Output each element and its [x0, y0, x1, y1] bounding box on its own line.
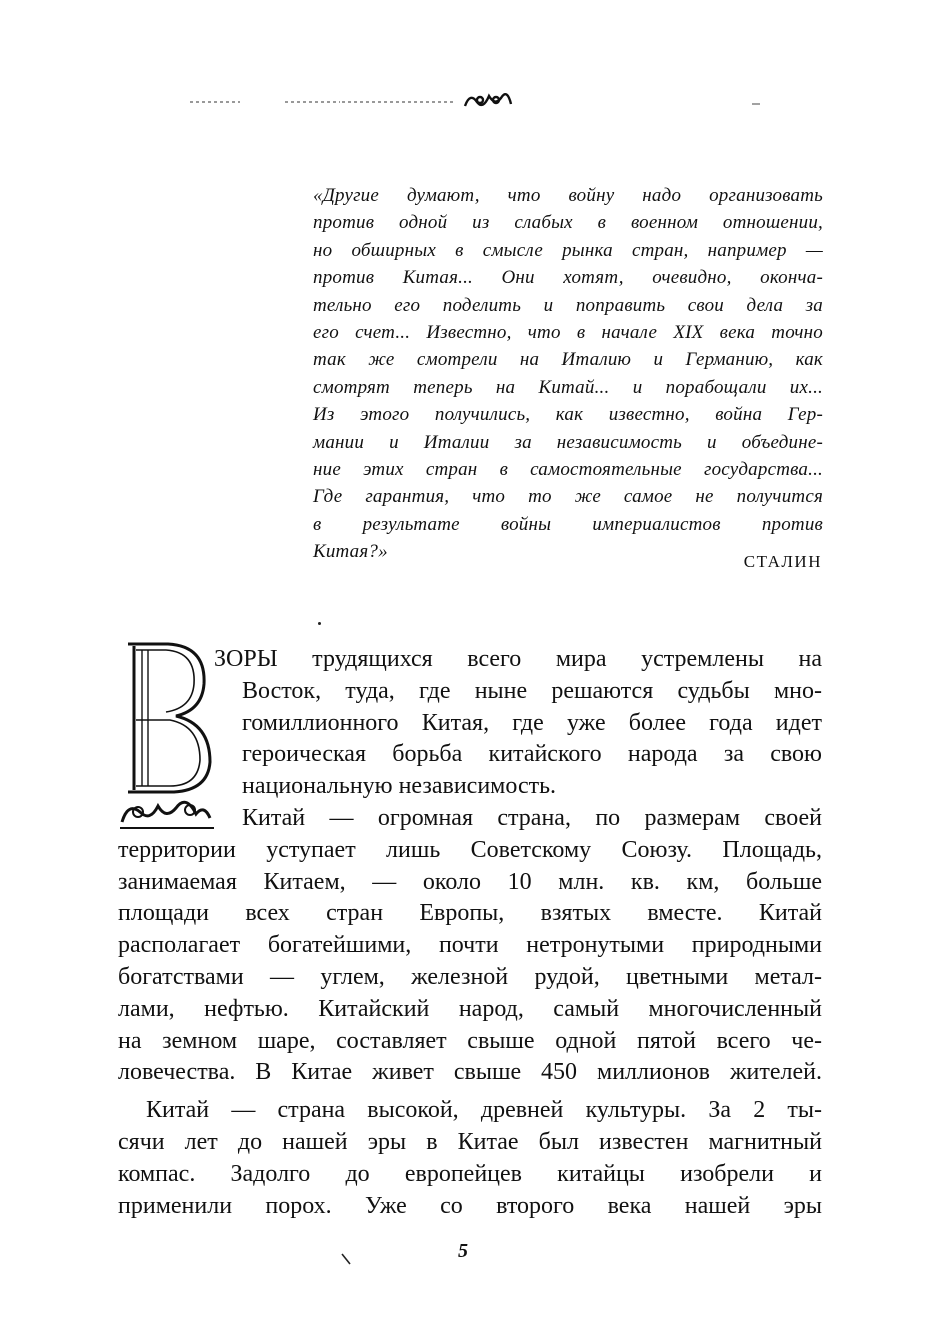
text-line: лами, нефтью. Китайский народ, самый многочисленный: [118, 995, 822, 1022]
text-line: ЗОРЫ трудящихся всего мира устремлены на: [214, 646, 822, 672]
text-line: национальную независимость.: [242, 773, 557, 800]
text-line: располагает богатейшими, почти нетронутыми природными: [118, 932, 822, 959]
epigraph-author: СТАЛИН: [743, 552, 822, 571]
epigraph-line: смотрят теперь на Китай... и порабощали их...: [313, 376, 823, 398]
text-line: богатствами — углем, железной рудой, цветными метал-: [118, 963, 822, 990]
epigraph-quote: [313, 182, 823, 566]
epigraph-line: Из этого получились, как известно, война Гер-: [313, 404, 823, 426]
text-line: ловечества. В Китае живет свыше 450 миллионов жителей.: [118, 1059, 822, 1086]
epigraph-line: ние этих стран в самостоятельные государства...: [313, 459, 823, 481]
text-line: героическая борьба китайского народа за свою: [242, 741, 822, 768]
epigraph-line: но обширных в смысле рынка стран, например —: [313, 239, 823, 261]
text-line: на земном шаре, составляет свыше одной пятой всего че-: [118, 1027, 822, 1054]
text-line: площади всех стран Европы, взятых вместе. Китай: [118, 900, 822, 927]
epigraph-line: «Другие думают, что войну надо организовать: [313, 185, 823, 206]
text-line: территории уступает лишь Советскому Союзу. Площадь,: [118, 836, 822, 863]
epigraph-line: мании и Италии за независимость и объедине-: [313, 431, 823, 453]
header-ornament: [180, 88, 780, 112]
main-text: [118, 644, 822, 1222]
epigraph-line: так же смотрели на Италию и Германию, как: [313, 349, 823, 371]
stray-mark: [318, 622, 321, 625]
epigraph-line: Где гарантия, что то же самое не получится: [313, 486, 823, 508]
epigraph-line: его счет... Известно, что в начале XIX века точно: [313, 322, 823, 344]
text-line: занимаемая Китаем, — около 10 млн. кв. км, больше: [118, 868, 822, 895]
text-line: Китай — огромная страна, по размерам своей: [242, 804, 822, 831]
epigraph-line: против Китая... Они хотят, очевидно, оконча-: [313, 267, 823, 289]
text-line: Китай — страна высокой, древней культуры. За 2 ты-: [146, 1097, 822, 1124]
paragraph: [118, 803, 822, 1089]
page-number: 5: [458, 1240, 468, 1262]
text-line: компас. Задолго до европейцев китайцы изобрели и: [118, 1160, 822, 1187]
header-flourish-icon: [465, 94, 511, 106]
epigraph-line: в результате войны империалистов против: [313, 513, 823, 535]
text-line: сячи лет до нашей эры в Китае был известен магнитный: [118, 1128, 822, 1155]
paragraph: [118, 644, 822, 803]
text-line: применили порох. Уже со второго века нашей эры: [118, 1192, 822, 1219]
paragraph: [118, 1095, 822, 1222]
epigraph-line: тельно его поделить и поправить свои дела за: [313, 294, 823, 316]
text-line: гомиллионного Китая, где уже более года идет: [242, 709, 822, 736]
epigraph-line: против одной из слабых в военном отношении,: [313, 212, 823, 234]
text-line: Восток, туда, где ныне решаются судьбы мно-: [242, 677, 822, 704]
stray-mark: [340, 1252, 352, 1266]
epigraph-line: Китая?»: [313, 541, 388, 563]
